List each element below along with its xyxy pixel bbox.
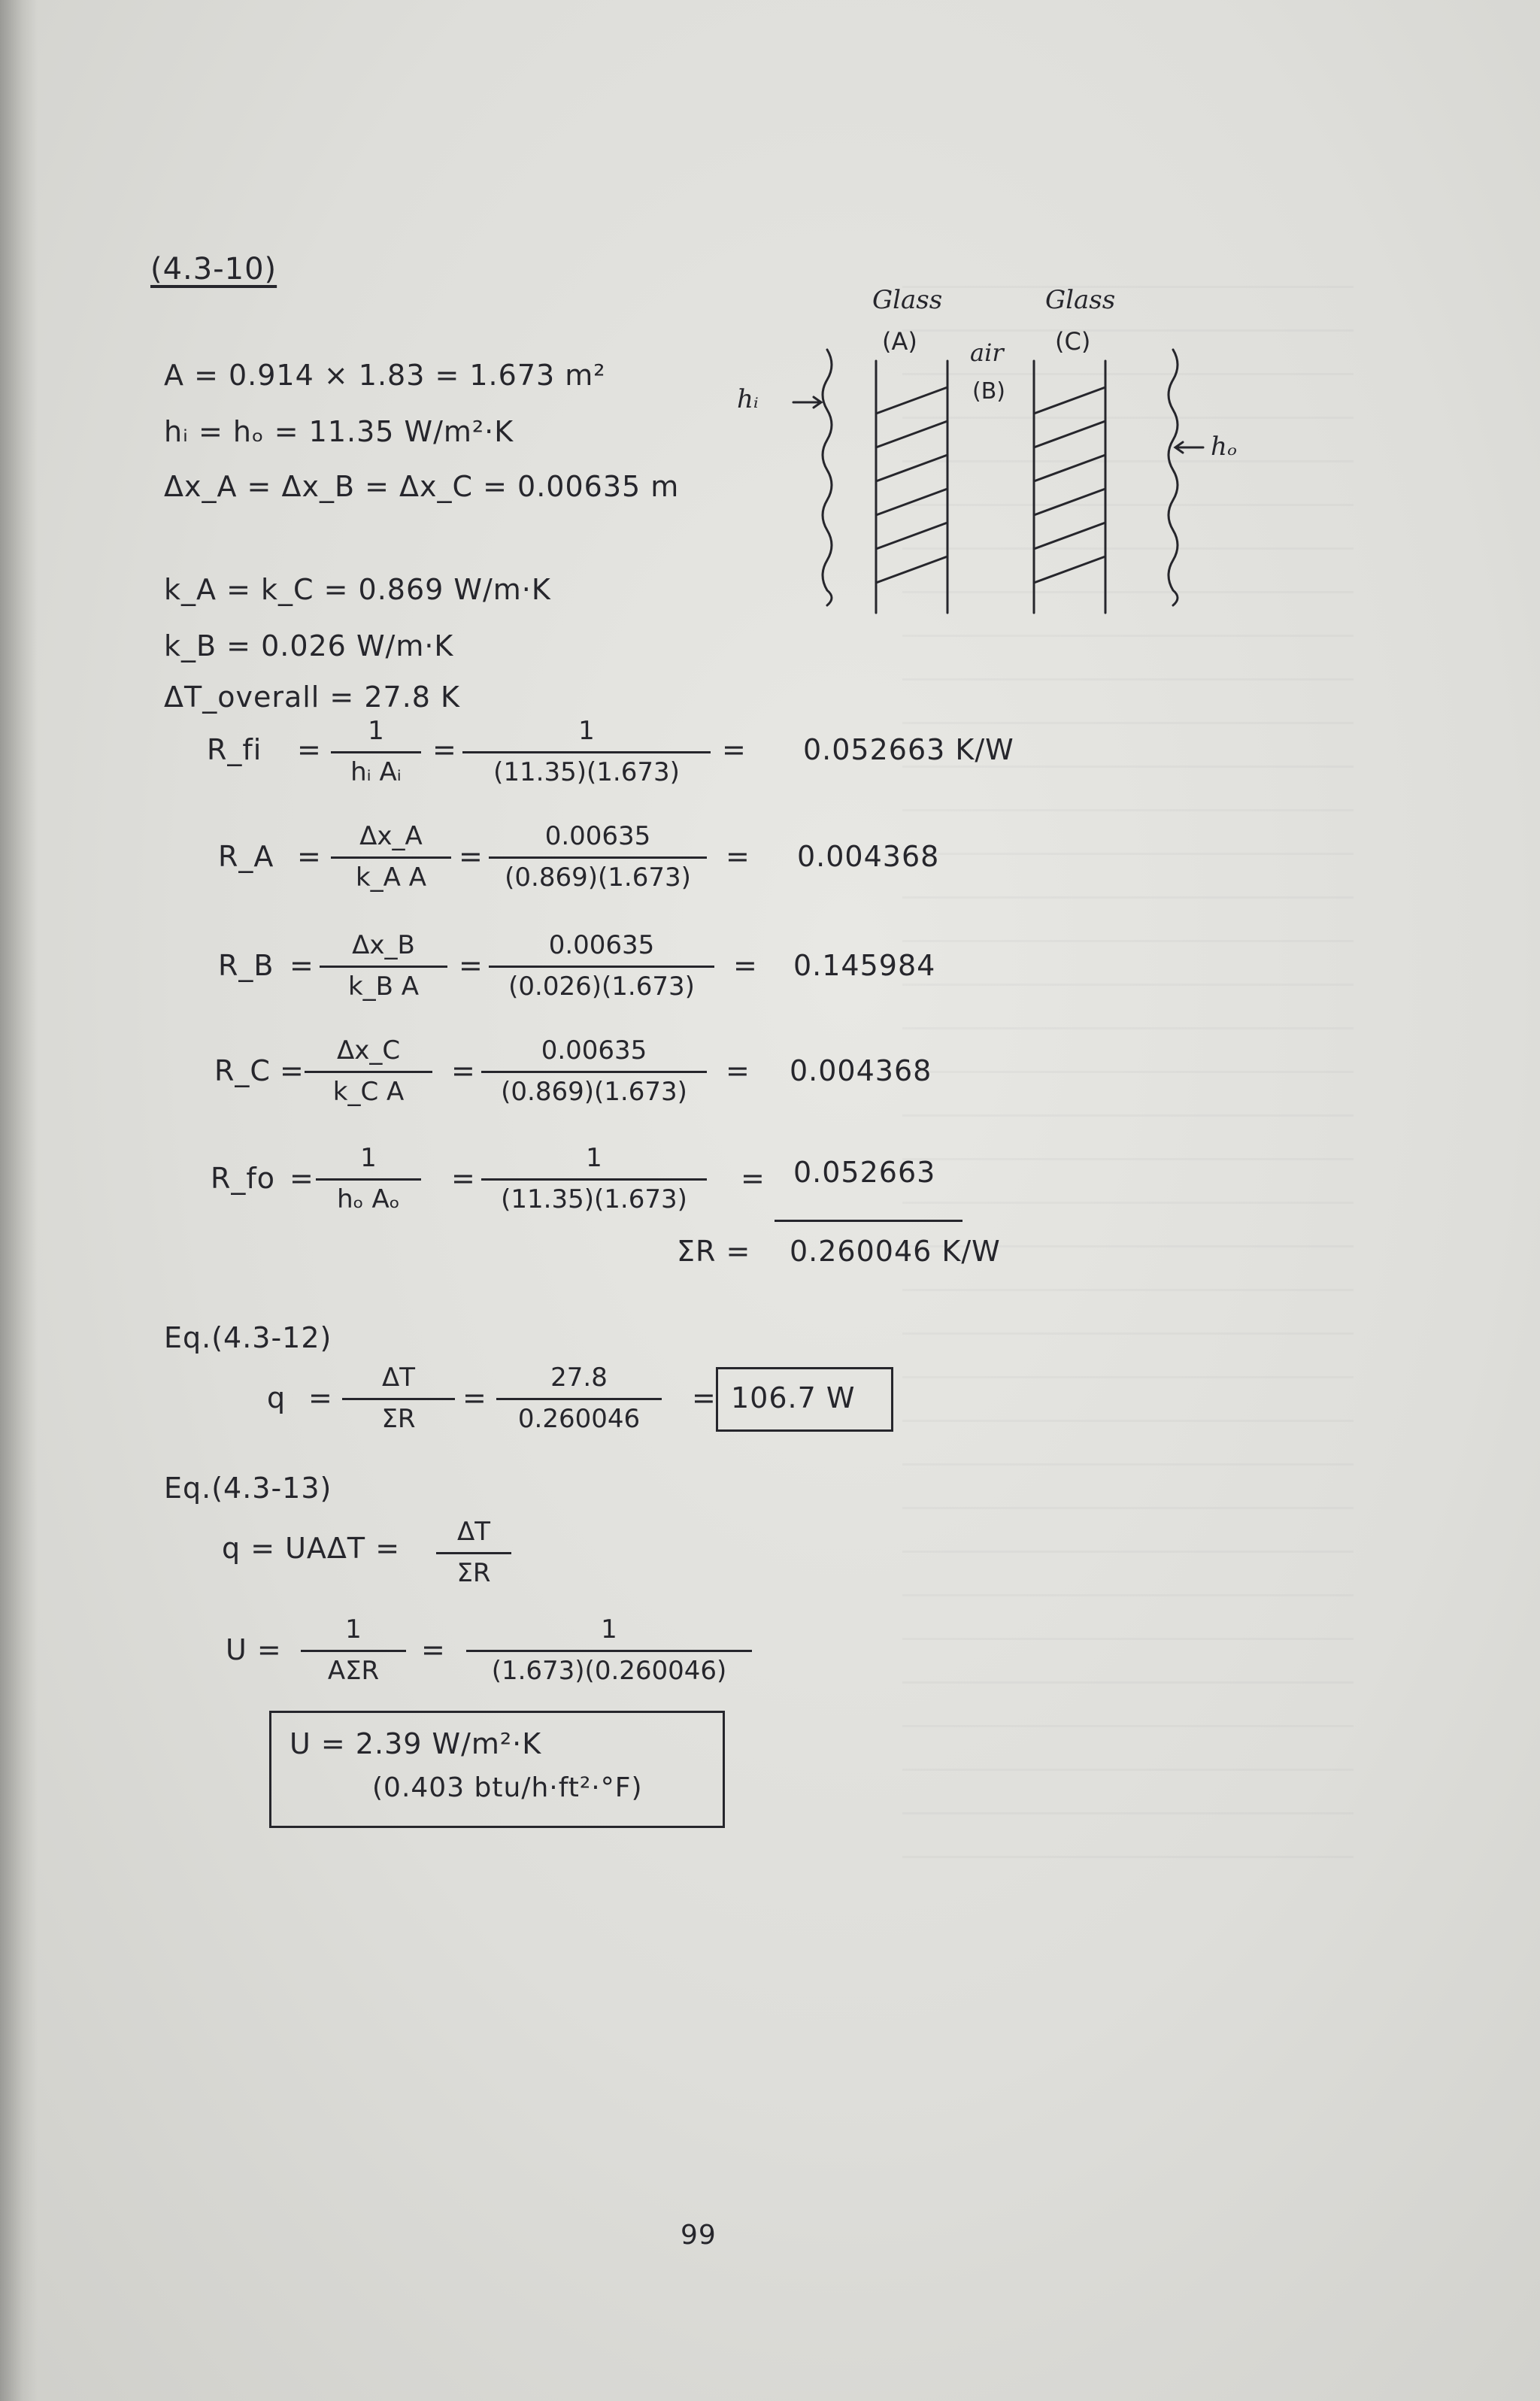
equals-sign: = [733,949,758,982]
pane-a-label: (A) [882,327,917,356]
given-area: A = 0.914 × 1.83 = 1.673 m² [164,359,606,392]
u-fraction-numeric [466,1614,752,1686]
r-fo-fraction-numeric [481,1145,707,1212]
r-fi-label: R_fi [207,733,262,766]
fraction-denominator: hᵢ Aᵢ [350,757,402,787]
r-c-fraction-numeric [481,1035,707,1107]
fraction-numerator: 27.8 [550,1363,608,1393]
r-fi-value: 0.052663 K/W [803,733,1014,766]
ho-label: hₒ [1211,432,1237,462]
fraction-numerator: 1 [360,1143,377,1173]
r-c-fraction-symbolic [305,1035,432,1107]
air-label: air [970,338,1004,367]
u-result-si: U = 2.39 W/m²·K [290,1727,542,1760]
equals-sign: = [290,949,314,982]
heat-flux-result: 106.7 W [731,1381,856,1414]
equals-sign: = [722,733,747,766]
fraction-numerator: 1 [368,716,384,746]
fraction-denominator: AΣR [327,1656,380,1686]
u-result-english: (0.403 btu/h·ft²·°F) [372,1772,643,1803]
equals-sign: = [308,1381,333,1414]
page-number: 99 [681,2220,717,2251]
fraction-numerator: Δx_B [352,930,415,960]
sum-value: 0.260046 K/W [790,1235,1001,1268]
equals-sign: = [692,1381,717,1414]
fraction-denominator: ΣR [381,1404,416,1434]
equals-sign: = [451,1162,476,1195]
eq13-label: Eq.(4.3-13) [164,1472,332,1505]
fraction-numerator: 0.00635 [541,1035,647,1066]
equals-sign: = [726,1054,750,1087]
given-k-glass: k_A = k_C = 0.869 W/m·K [164,573,551,606]
fraction-denominator: (11.35)(1.673) [501,1184,687,1214]
equals-sign: = [432,733,457,766]
u-lhs: U = [226,1633,282,1666]
eq13-fraction [436,1519,511,1586]
u-fraction-symbolic [301,1614,406,1686]
r-b-value: 0.145984 [793,949,936,982]
r-a-fraction-numeric [489,821,707,893]
r-a-label: R_A [218,840,274,873]
fraction-denominator: k_A A [355,862,426,893]
r-c-value: 0.004368 [790,1054,932,1087]
given-thickness: Δx_A = Δx_B = Δx_C = 0.00635 m [164,470,680,503]
eq12-fraction-symbolic [342,1365,455,1432]
pane-c-label: (C) [1055,327,1091,356]
eq12-label: Eq.(4.3-12) [164,1321,332,1354]
fraction-numerator: Δx_C [336,1035,401,1066]
fraction-denominator: (0.869)(1.673) [505,862,691,893]
page-binding-shadow [0,0,38,2401]
fraction-denominator: 0.260046 [517,1404,641,1434]
equals-sign: = [459,840,484,873]
equals-sign: = [451,1054,476,1087]
equals-sign: = [459,949,484,982]
given-delta-t: ΔT_overall = 27.8 K [164,681,460,714]
r-fi-fraction-numeric [462,718,711,785]
glass-a-label: Glass [872,285,943,315]
r-fo-fraction-symbolic [316,1145,421,1212]
r-b-fraction-numeric [489,930,714,1002]
eq12-lhs: q [267,1381,286,1414]
fraction-denominator: hₒ Aₒ [337,1184,400,1214]
equals-sign: = [290,1162,314,1195]
fraction-denominator: (11.35)(1.673) [493,757,680,787]
fraction-numerator: Δx_A [359,821,423,851]
given-k-air: k_B = 0.026 W/m·K [164,629,454,662]
given-h-coeff: hᵢ = hₒ = 11.35 W/m²·K [164,415,514,448]
fraction-numerator: ΔT [381,1363,416,1393]
eq13-line1: q = UAΔT = [222,1532,401,1565]
r-a-value: 0.004368 [797,840,940,873]
equals-sign: = [726,840,750,873]
r-c-label: R_C [214,1054,271,1087]
window-cross-section-diagram [722,278,1293,624]
equals-sign: = [741,1162,765,1195]
equals-sign: = [280,1054,305,1087]
fraction-denominator: (1.673)(0.260046) [491,1656,727,1686]
sum-label: ΣR = [677,1235,751,1268]
fraction-numerator: ΔT [456,1517,491,1547]
fraction-numerator: 1 [578,716,595,746]
hi-label: hᵢ [737,384,759,414]
equals-sign: = [421,1633,446,1666]
fraction-denominator: (0.026)(1.673) [508,972,695,1002]
equals-sign: = [297,840,322,873]
fraction-numerator: 1 [586,1143,602,1173]
sum-rule [775,1220,962,1222]
r-b-fraction-symbolic [320,930,447,1002]
r-fo-label: R_fo [211,1162,276,1195]
problem-number: (4.3-10) [150,252,277,286]
fraction-denominator: (0.869)(1.673) [501,1077,687,1107]
r-fo-value: 0.052663 [793,1156,936,1189]
glass-c-label: Glass [1045,285,1116,315]
eq12-fraction-numeric [496,1365,662,1432]
r-b-label: R_B [218,949,274,982]
fraction-numerator: 1 [345,1614,362,1645]
fraction-numerator: 0.00635 [548,930,655,960]
air-b-label: (B) [972,378,1005,405]
r-a-fraction-symbolic [331,821,451,893]
fraction-denominator: k_B A [347,972,420,1002]
equals-sign: = [462,1381,487,1414]
equals-sign: = [297,733,322,766]
fraction-numerator: 0.00635 [544,821,651,851]
fraction-numerator: 1 [601,1614,617,1645]
r-fi-fraction-symbolic [331,718,421,785]
fraction-denominator: ΣR [456,1558,491,1588]
fraction-denominator: k_C A [332,1077,405,1107]
